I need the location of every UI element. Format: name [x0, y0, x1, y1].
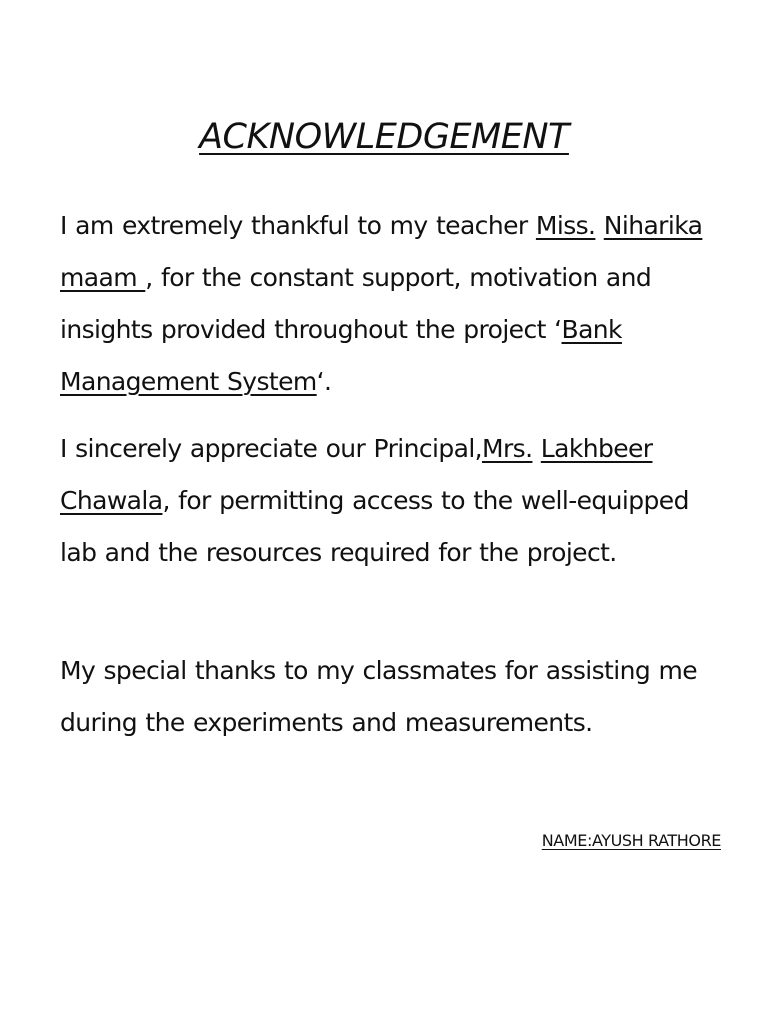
teacher-title: Miss.	[535, 211, 596, 240]
paragraph-text: ‘.	[316, 367, 332, 396]
principal-title: Mrs.	[482, 434, 533, 463]
signature-name: NAME:AYUSH RATHORE	[541, 831, 721, 850]
paragraph-text: , for the constant support, motivation and insights provided throughout the project ‘	[60, 263, 652, 344]
paragraph-text: I am extremely thankful to my teacher	[60, 211, 536, 240]
paragraph-classmates-thanks: My special thanks to my classmates for assisting me during the experiments and measurements.	[60, 656, 697, 737]
teacher-name: Niharika maam	[60, 211, 703, 292]
principal-name: Lakhbeer Chawala	[60, 434, 653, 515]
paragraph-text	[532, 434, 540, 463]
project-name: Bank Management System	[60, 315, 622, 396]
document-title: ACKNOWLEDGEMENT	[199, 117, 569, 157]
paragraph-text: , for permitting access to the well-equipped lab and the resources required for the project.	[60, 486, 689, 567]
paragraph-text: I sincerely appreciate our Principal,	[60, 434, 483, 463]
paragraph-teacher-thanks	[60, 200, 725, 408]
paragraph-text	[595, 211, 603, 240]
paragraph-principal-thanks	[60, 423, 725, 579]
